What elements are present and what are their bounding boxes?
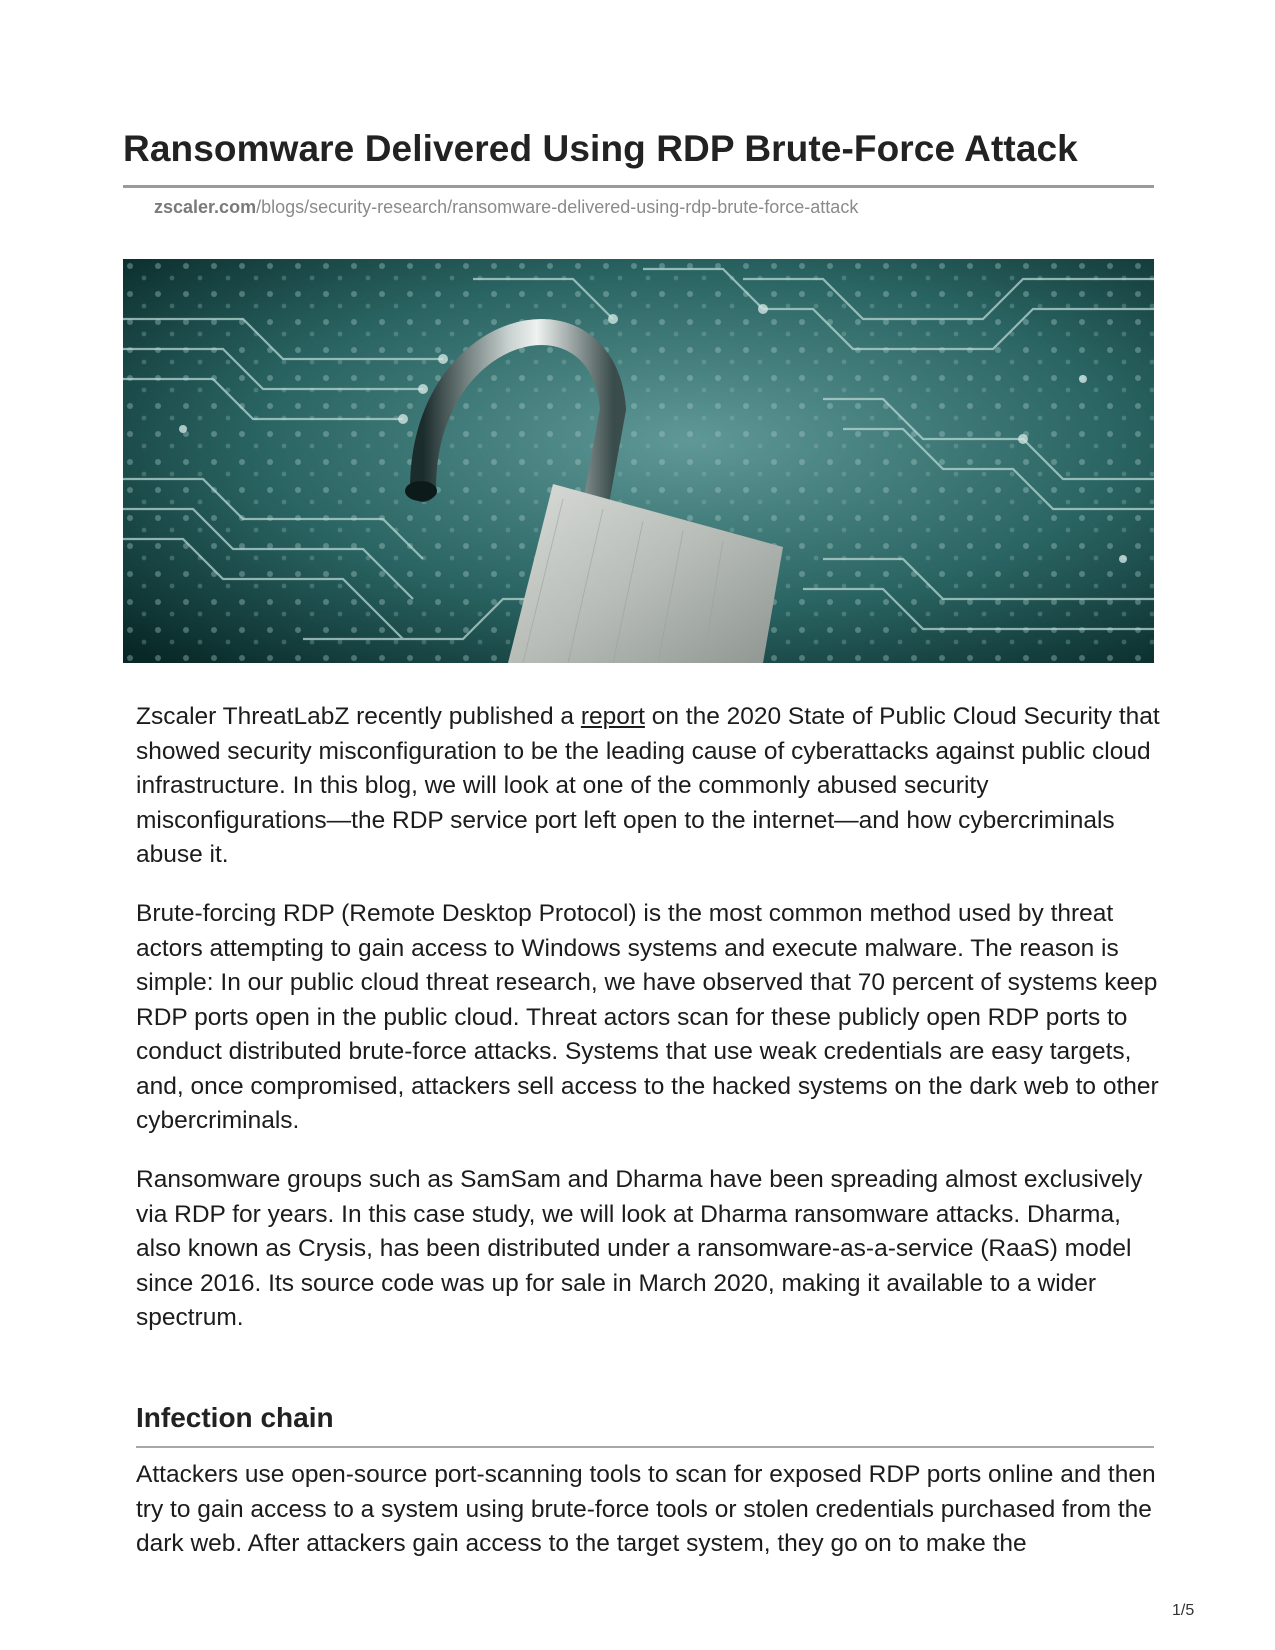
source-domain: zscaler.com (154, 197, 257, 217)
page-number: 1/5 (1172, 1602, 1195, 1619)
hero-image (123, 259, 1154, 663)
intro-text-after-link: on the 2020 State of Public Cloud Security that showed security misconfiguration to be the leading cause of cyberattacks against public cloud infrastructure. In this blog, we will look at one of the commonly abused security misconfigurations—the RDP service port left open to the internet—and how cybercriminals abuse it. (136, 703, 1160, 868)
page-title: Ransomware Delivered Using RDP Brute-Force Attack (123, 128, 1078, 169)
title-divider (123, 185, 1154, 188)
report-link[interactable]: report (580, 703, 645, 730)
source-url[interactable] (154, 197, 858, 218)
section-heading-infection-chain: Infection chain (136, 1402, 334, 1433)
ransomware-groups-paragraph: Ransomware groups such as SamSam and Dharma have been spreading almost exclusively via RDP for years. In this case study, we will look at Dharma ransomware attacks. Dharma, also known as Crysis, has been distributed under a ransomware-as-a-service (RaaS) model since 2016. Its source code was up for sale in March 2020, making it available to a wider spectrum. (136, 1166, 1143, 1331)
section-divider (136, 1446, 1154, 1448)
intro-text-before-link: Zscaler ThreatLabZ recently published a (136, 703, 581, 730)
intro-paragraph (136, 700, 1166, 873)
infection-chain-paragraph: Attackers use open-source port-scanning tools to scan for exposed RDP ports online and then try to gain access to a system using brute-force tools or stolen credentials purchased from the dark web. After attackers gain access to the target system, they go on to make the (136, 1461, 1156, 1557)
rdp-paragraph: Brute-forcing RDP (Remote Desktop Protocol) is the most common method used by threat actors attempting to gain access to Windows systems and execute malware. The reason is simple: In our public cloud threat research, we have observed that 70 percent of systems keep RDP ports open in the public cloud. Threat actors scan for these publicly open RDP ports to conduct distributed brute-force attacks. Systems that use weak credentials are easy targets, and, once compromised, attackers sell access to the hacked systems on the dark web to other cybercriminals. (136, 900, 1159, 1134)
source-path: /blogs/security-research/ransomware-delivered-using-rdp-brute-force-attack (256, 197, 859, 217)
